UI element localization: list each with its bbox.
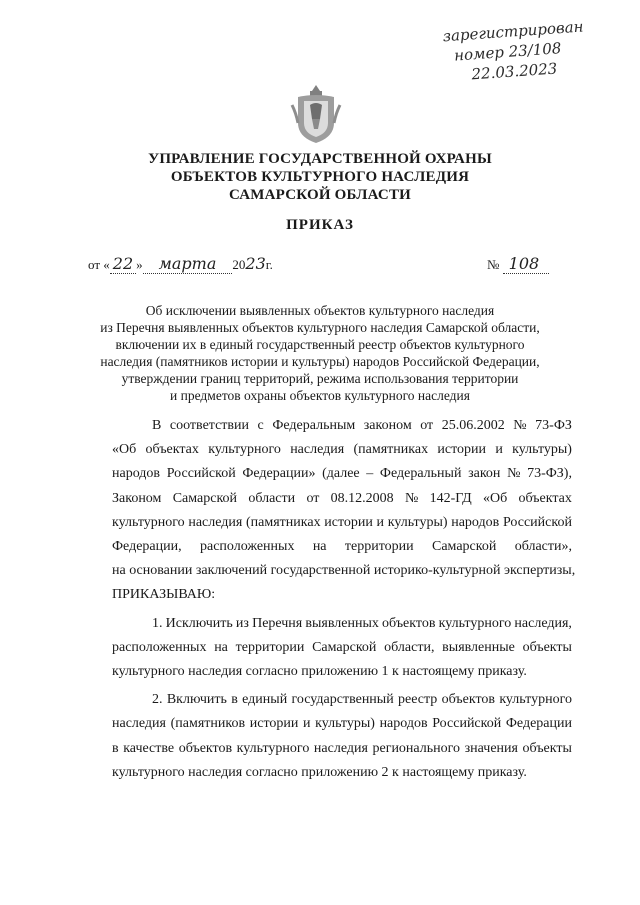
word: № bbox=[404, 490, 419, 506]
word: Федерации bbox=[505, 716, 572, 732]
word: культурного bbox=[438, 615, 512, 631]
word: Самарской bbox=[432, 539, 497, 555]
word: 2. bbox=[152, 692, 163, 708]
word: 73-ФЗ), bbox=[527, 466, 572, 482]
word: «Об bbox=[112, 442, 137, 458]
word: на bbox=[312, 539, 327, 555]
word: с bbox=[257, 418, 264, 433]
word: в bbox=[112, 740, 119, 756]
item2-line bbox=[112, 712, 572, 736]
word: Российской bbox=[166, 466, 236, 482]
word: (памятниках bbox=[353, 442, 429, 458]
word: Российской bbox=[432, 716, 502, 732]
item1-line: культурного наследия согласно приложению 1 к настоящему приказу. bbox=[112, 664, 527, 680]
word: (далее bbox=[322, 466, 360, 482]
word: Федеральный bbox=[379, 466, 462, 482]
word: территории bbox=[344, 539, 414, 555]
subject-line: утверждении границ территорий, режима использования территории bbox=[121, 371, 519, 386]
date-prefix: от « bbox=[88, 257, 110, 272]
registration-note-line1: зарегистрирован bbox=[442, 17, 585, 46]
word: наследия bbox=[188, 514, 243, 530]
subject-line: и предметов охраны объектов культурного наследия bbox=[170, 388, 470, 403]
word: истории bbox=[324, 514, 373, 530]
date-mid: » bbox=[136, 257, 143, 272]
word: объектах bbox=[145, 442, 199, 458]
org-line3: САМАРСКОЙ ОБЛАСТИ bbox=[228, 187, 412, 203]
item2-line bbox=[112, 737, 572, 761]
word: государственный bbox=[291, 692, 394, 708]
word: В bbox=[152, 418, 162, 433]
word: 25.06.2002 bbox=[441, 418, 505, 433]
order-item-1 bbox=[112, 612, 572, 685]
word: культурного bbox=[236, 740, 310, 756]
word: истории bbox=[437, 442, 487, 458]
word: наследия bbox=[290, 442, 345, 458]
word: объектах bbox=[518, 490, 572, 506]
word: Исключить bbox=[165, 615, 233, 631]
word: выявленных bbox=[305, 615, 379, 631]
word: закон bbox=[468, 466, 501, 482]
word: и bbox=[376, 514, 385, 530]
word: 1. bbox=[152, 615, 163, 631]
preamble-line bbox=[112, 462, 572, 486]
word: выявленные bbox=[442, 639, 515, 655]
item2-line bbox=[112, 688, 572, 712]
word: 08.12.2008 bbox=[330, 490, 394, 506]
subject-line: из Перечня выявленных объектов культурного наследия Самарской области, bbox=[100, 320, 540, 335]
word: – bbox=[366, 466, 374, 482]
word: Федерации» bbox=[242, 466, 316, 482]
word: от bbox=[306, 490, 320, 506]
word: регионального bbox=[372, 740, 461, 756]
word: народов bbox=[112, 466, 161, 482]
preamble-line: на основании заключений государственной историко-культурной экспертизы, bbox=[112, 563, 576, 579]
word: Федеральным bbox=[272, 418, 356, 433]
number-value: 108 bbox=[503, 254, 550, 274]
preamble-line bbox=[112, 414, 572, 438]
word: объектов bbox=[441, 692, 495, 708]
word: истории bbox=[249, 716, 299, 732]
word: расположенных bbox=[199, 539, 295, 555]
word: наследия bbox=[112, 716, 166, 732]
word: наследия, bbox=[514, 615, 572, 631]
word: народов bbox=[379, 716, 428, 732]
word: Самарской bbox=[172, 490, 238, 506]
word: Российской bbox=[502, 514, 572, 530]
word: от bbox=[420, 418, 434, 433]
word: расположенных bbox=[112, 639, 207, 655]
order-word: ПРИКАЗЫВАЮ: bbox=[112, 587, 216, 603]
preamble-line bbox=[112, 487, 572, 511]
word: культуры) bbox=[315, 716, 375, 732]
date-year-prefix: 20 bbox=[232, 257, 246, 272]
subject-line: включении их в единый государственный реестр объектов культурного bbox=[115, 337, 525, 352]
word: объекты bbox=[522, 639, 572, 655]
word: территории bbox=[235, 639, 305, 655]
word: реестр bbox=[398, 692, 438, 708]
word: (памятниках bbox=[246, 514, 321, 530]
word: 73-ФЗ bbox=[535, 418, 572, 433]
word: № bbox=[507, 466, 521, 482]
word: и bbox=[495, 442, 503, 458]
word: объекты bbox=[522, 740, 572, 756]
word: значения bbox=[464, 740, 518, 756]
word: (памятников bbox=[170, 716, 246, 732]
date-day: 22 bbox=[110, 254, 136, 274]
preamble-line bbox=[112, 438, 572, 462]
item1-line bbox=[112, 636, 572, 660]
registration-handwritten-note bbox=[442, 14, 626, 86]
word: Самарской bbox=[312, 639, 377, 655]
word: объектов bbox=[178, 740, 233, 756]
word: народов bbox=[451, 514, 500, 530]
document-subject bbox=[100, 302, 540, 404]
number-prefix: № bbox=[487, 257, 500, 272]
word: единый bbox=[242, 692, 288, 708]
word: 142-ГД bbox=[429, 490, 472, 506]
order-item-2 bbox=[112, 688, 572, 785]
word: области», bbox=[514, 539, 572, 555]
word: Включить bbox=[166, 692, 227, 708]
word: культурного bbox=[499, 692, 572, 708]
document-type-title: ПРИКАЗ bbox=[286, 217, 354, 233]
item2-line: культурного наследия согласно приложению 2 к настоящему приказу. bbox=[112, 764, 527, 780]
date-year-suffix: 23 bbox=[245, 254, 266, 273]
item1-line bbox=[112, 612, 572, 636]
word: на bbox=[214, 639, 228, 655]
issuing-authority bbox=[0, 150, 640, 204]
word: в bbox=[231, 692, 238, 708]
date-month: марта bbox=[143, 254, 233, 274]
word: наследия bbox=[313, 740, 368, 756]
word: области bbox=[248, 490, 296, 506]
word: № bbox=[513, 418, 527, 433]
registration-note-line2: номер 23/108 bbox=[453, 39, 562, 65]
word: Перечня bbox=[252, 615, 303, 631]
word: области, bbox=[384, 639, 435, 655]
word: из bbox=[235, 615, 249, 631]
word: «Об bbox=[483, 490, 508, 506]
word: культуры) bbox=[387, 514, 448, 530]
subject-line: наследия (памятников истории и культуры) народов Российской Федерации, bbox=[100, 354, 540, 369]
org-line1: УПРАВЛЕНИЕ ГОСУДАРСТВЕННОЙ ОХРАНЫ bbox=[148, 151, 492, 167]
document-body bbox=[112, 414, 576, 785]
word: Законом bbox=[112, 490, 162, 506]
word: соответствии bbox=[169, 418, 249, 433]
word: и bbox=[302, 716, 311, 732]
word: культурного bbox=[112, 514, 185, 530]
org-line2: ОБЪЕКТОВ КУЛЬТУРНОГО НАСЛЕДИЯ bbox=[170, 169, 470, 185]
word: Федерации, bbox=[112, 539, 182, 555]
word: культуры) bbox=[512, 442, 572, 458]
word: качестве bbox=[123, 740, 175, 756]
registration-note-line3: 22.03.2023 bbox=[470, 59, 558, 84]
preamble-line bbox=[112, 511, 572, 535]
document-number bbox=[487, 254, 549, 273]
word: культурного bbox=[208, 442, 281, 458]
word: законом bbox=[363, 418, 412, 433]
subject-line: Об исключении выявленных объектов культурного наследия bbox=[145, 303, 495, 318]
preamble-line bbox=[112, 535, 572, 559]
coat-of-arms-icon bbox=[290, 83, 342, 145]
word: объектов bbox=[382, 615, 436, 631]
document-date bbox=[88, 254, 273, 273]
date-year-end: г. bbox=[265, 257, 273, 272]
